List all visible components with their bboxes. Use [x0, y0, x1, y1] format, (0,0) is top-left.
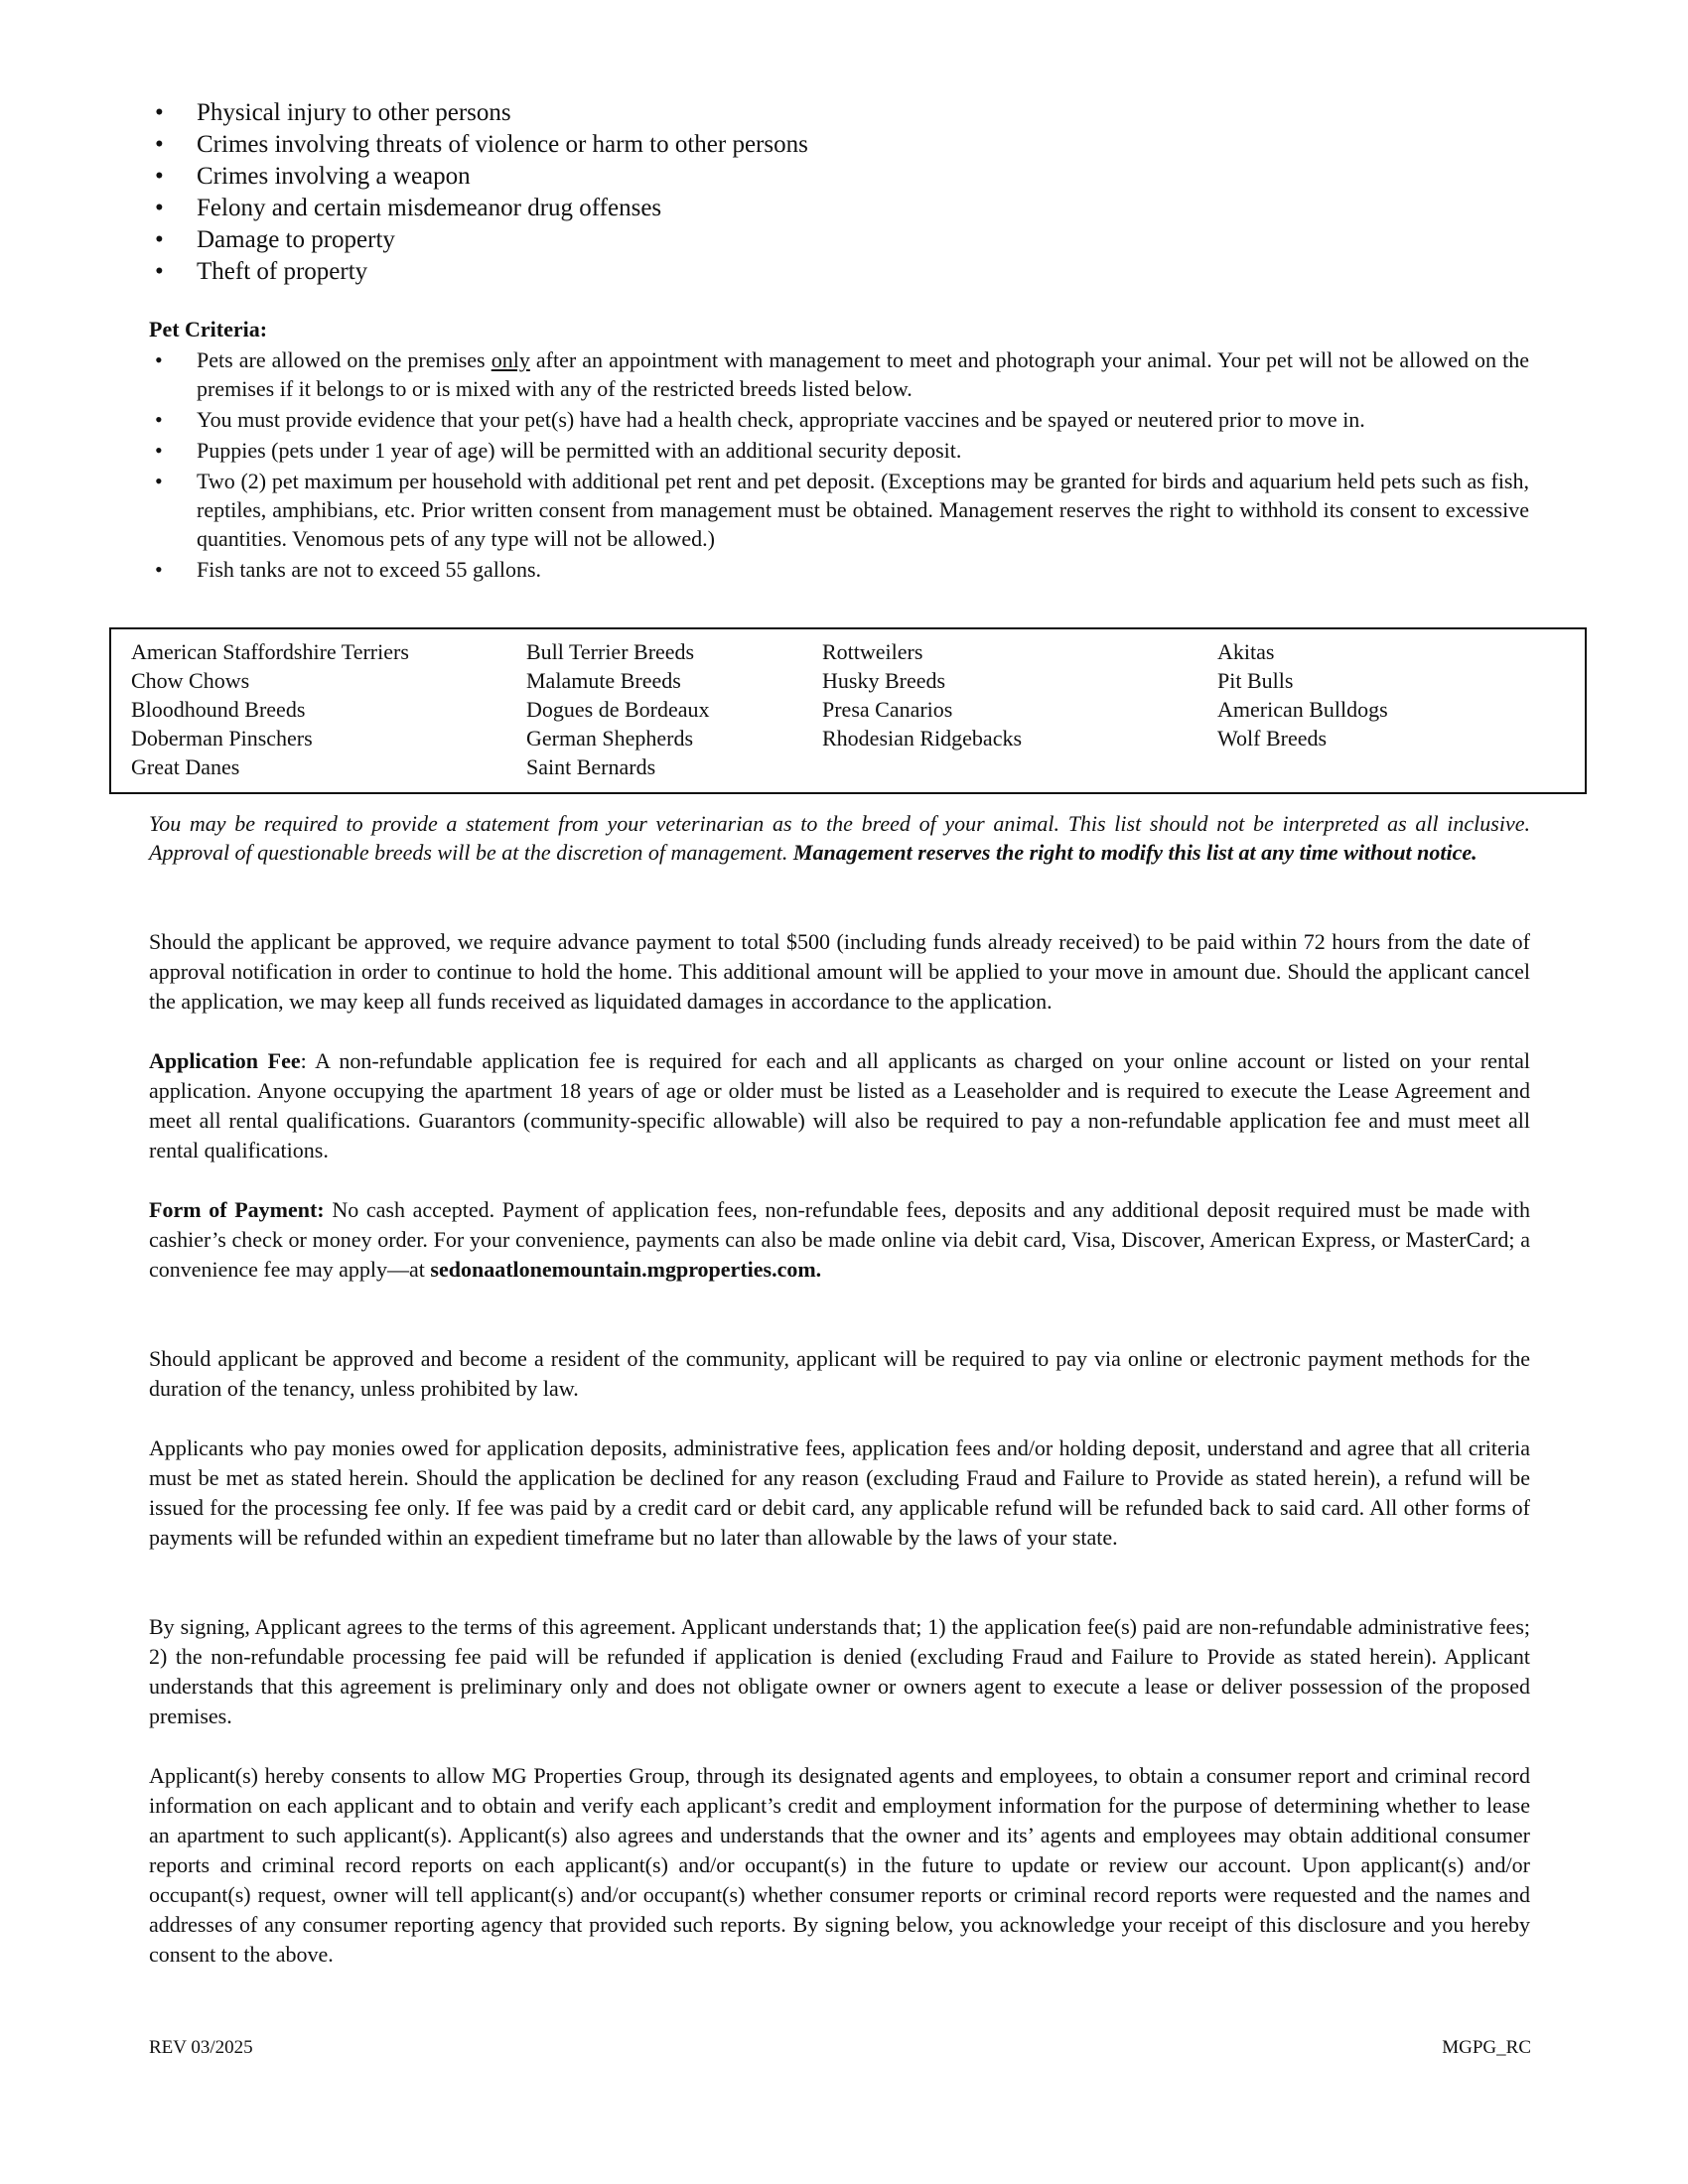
- breed-cell: Chow Chows: [131, 668, 250, 693]
- pet-criteria-heading: Pet Criteria:: [149, 317, 268, 341]
- bullet-icon: •: [155, 258, 164, 285]
- breed-cell: Rottweilers: [822, 639, 923, 664]
- breed-cell: Akitas: [1217, 639, 1275, 664]
- bullet-icon: •: [155, 99, 164, 126]
- refund-policy-paragraph: Applicants who pay monies owed for application deposits, administrative fees, application fees and/or holding deposit, understand and agree that all criteria must be met as stated herein. Should the application be declined for any reason (excluding Fraud and Failure to Provide as stated herein), a refund will be issued for the processing fee only. If fee was paid by a credit card or debit card, any applicable refund will be refunded back to said card. All other forms of payments will be refunded within an expedient timeframe but no later than allowable by the laws of your state.: [149, 1435, 1530, 1550]
- list-item: • Felony and certain misdemeanor drug offenses: [149, 193, 1529, 224]
- list-item: • Crimes involving a weapon: [149, 161, 1529, 193]
- breed-cell: Doberman Pinschers: [131, 726, 313, 751]
- bullet-icon: •: [155, 407, 163, 432]
- breed-cell: Bloodhound Breeds: [131, 697, 306, 722]
- electronic-payment-paragraph: Should applicant be approved and become a resident of the community, applicant will be required to pay via online or electronic payment methods for the duration of the tenancy, unless prohibited by law.: [149, 1346, 1530, 1401]
- crime-list: [149, 97, 1529, 288]
- application-fee-paragraph: Application Fee: A non-refundable application fee is required for each and all applicants as charged on your online account or listed on your rental application. Anyone occupying the apartment 18 years of age or older must be listed as a Leaseholder and is required to execute the Lease Agreement and meet all rental qualifications. Guarantors (community-specific allowable) will also be required to pay a non-refundable application fee and must meet all rental qualifications.: [149, 1048, 1530, 1162]
- bullet-icon: •: [155, 226, 164, 253]
- advance-payment-paragraph: Should the applicant be approved, we require advance payment to total $500 (including funds already received) to be paid within 72 hours from the date of approval notification in order to continue to hold the home. This additional amount will be applied to your move in amount due. Should the applicant cancel the application, we may keep all funds received as liquidated damages in accordance to the application.: [149, 929, 1530, 1014]
- bullet-icon: •: [155, 195, 164, 221]
- bullet-icon: •: [155, 163, 164, 190]
- breed-cell: Rhodesian Ridgebacks: [822, 726, 1023, 751]
- breed-cell: German Shepherds: [526, 726, 694, 751]
- list-item: • Damage to property: [149, 224, 1529, 256]
- bullet-icon: •: [155, 347, 163, 372]
- breed-cell: Malamute Breeds: [526, 668, 681, 693]
- list-item: • Crimes involving threats of violence or harm to other persons: [149, 129, 1529, 161]
- breed-cell: [1217, 754, 1575, 783]
- breed-cell: Bull Terrier Breeds: [526, 639, 695, 664]
- pet-criteria-list: [149, 345, 1529, 586]
- breed-cell: American Staffordshire Terriers: [131, 639, 409, 664]
- bullet-icon: •: [155, 131, 164, 158]
- list-item: • Two (2) pet maximum per household with additional pet rent and pet deposit. (Exceptions may be granted for birds and aquarium held pets such as fish, reptiles, amphibians, etc. Prior written consent from management must be obtained. Management reserves the right to withhold its consent to excessive quantities. Venomous pets of any type will not be allowed.): [155, 469, 1529, 551]
- list-item: • Physical injury to other persons: [149, 97, 1529, 129]
- list-item: • You must provide evidence that your pet(s) have had a health check, appropriate vaccines and be spayed or neutered prior to move in.: [155, 407, 1365, 432]
- breed-note: You may be required to provide a statement from your veterinarian as to the breed of your animal. This list should not be interpreted as all inclusive. Approval of questionable breeds will be at the discretion of management. Management reserves the right to modify this list at any time without notice.: [149, 811, 1530, 865]
- document-code: MGPG_RC: [1442, 2037, 1531, 2058]
- bullet-icon: •: [155, 557, 163, 582]
- list-item: • Puppies (pets under 1 year of age) will be permitted with an additional security deposit.: [155, 438, 962, 463]
- breed-cell: Dogues de Bordeaux: [526, 697, 710, 722]
- breed-cell: Great Danes: [131, 754, 240, 779]
- breed-cell: Saint Bernards: [526, 754, 656, 779]
- consent-paragraph: Applicant(s) hereby consents to allow MG Properties Group, through its designated agents and employees, to obtain a consumer report and criminal record information on each applicant and to obtain and verify each applicant’s credit and employment information for the purpose of determining whether to lease an apartment to such applicant(s). Applicant(s) also agrees and understands that the owner and its’ agents and employees may obtain additional consumer reports and criminal record reports on each applicant(s) and/or occupant(s) in the future to update or review our account. Upon applicant(s) and/or occupant(s) request, owner will tell applicant(s) and/or occupant(s) whether consumer reports or criminal record reports were requested and the names and addresses of any consumer reporting agency that provided such reports. By signing below, you acknowledge your receipt of this disclosure and you hereby consent to the above.: [149, 1763, 1530, 1967]
- breed-cell: [822, 754, 1217, 783]
- restricted-breeds-box: [109, 627, 1587, 794]
- form-of-payment-paragraph: Form of Payment: No cash accepted. Payment of application fees, non-refundable fees, deposits and any additional deposit required must be made with cashier’s check or money order. For your convenience, payments can also be made online via debit card, Visa, Discover, American Express, or MasterCard; a convenience fee may apply—at sedonaatlonemountain.mgproperties.com.: [149, 1197, 1530, 1282]
- restricted-breeds-table: [131, 639, 1575, 783]
- revision-label: REV 03/2025: [149, 2037, 253, 2058]
- breed-cell: Presa Canarios: [822, 697, 953, 722]
- bullet-icon: •: [155, 438, 163, 463]
- signing-agreement-paragraph: By signing, Applicant agrees to the terms of this agreement. Applicant understands that; 1) the application fee(s) paid are non-refundable administrative fees; 2) the non-refundable processing fee paid will be refunded if application is denied (excluding Fraud and Failure to Provide as stated herein). Applicant understands that this agreement is preliminary only and does not obligate owner or owners agent to execute a lease or deliver possession of the proposed premises.: [149, 1614, 1530, 1728]
- breed-cell: Wolf Breeds: [1217, 726, 1328, 751]
- list-item: • Fish tanks are not to exceed 55 gallons.: [155, 557, 542, 582]
- breed-cell: Pit Bulls: [1217, 668, 1294, 693]
- list-item: • Theft of property: [149, 256, 1529, 288]
- bullet-icon: •: [155, 469, 163, 493]
- payment-site-link[interactable]: sedonaatlonemountain.mgproperties.com.: [430, 1257, 822, 1282]
- breed-cell: Husky Breeds: [822, 668, 946, 693]
- list-item: • Pets are allowed on the premises only after an appointment with management to meet and photograph your animal. Your pet will not be allowed on the premises if it belongs to or is mixed with any of the restricted breeds listed below.: [155, 347, 1529, 401]
- breed-cell: American Bulldogs: [1217, 697, 1388, 722]
